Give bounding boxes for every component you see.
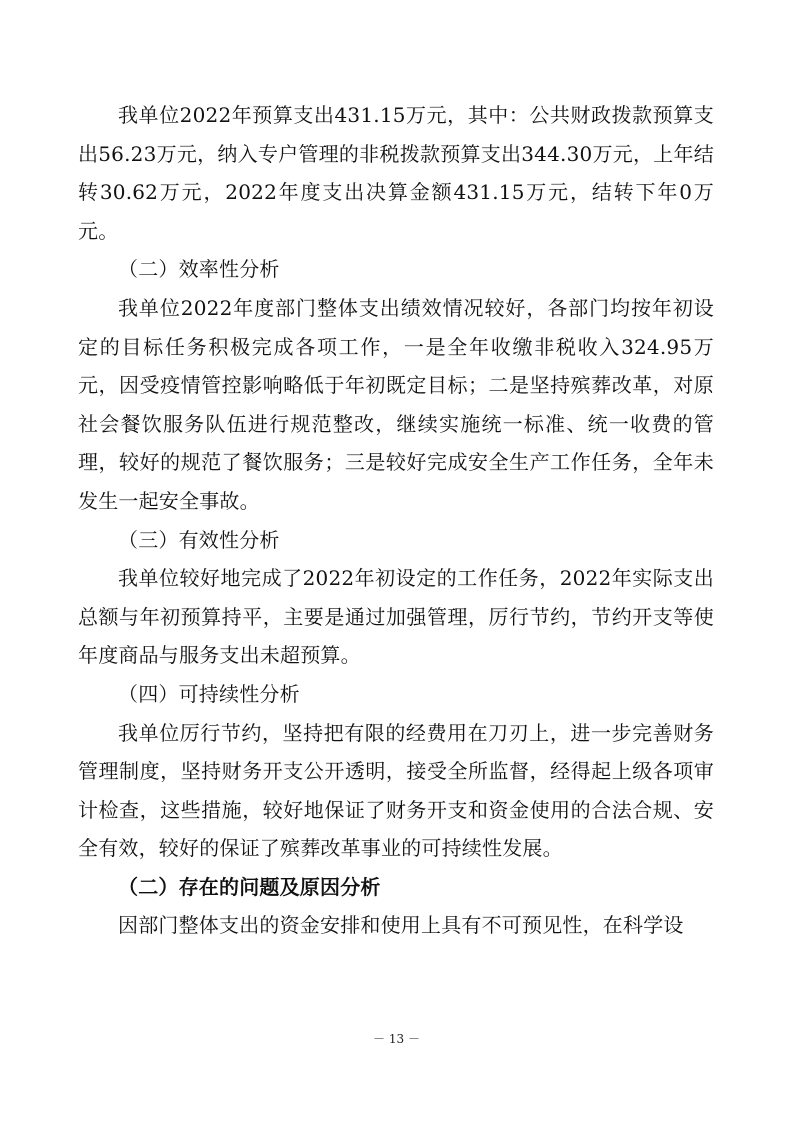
document-body [78, 96, 714, 945]
paragraph-budget-summary: 我单位2022年预算支出431.15万元，其中：公共财政拨款预算支出56.23万元，纳入专户管理的非税拨款预算支出344.30万元，上年结转30.62万元，2022年度支出决算金额431.15万元，结转下年0万元。 [78, 103, 714, 243]
heading-problems-and-causes: （二）存在的问题及原因分析 [118, 874, 381, 899]
paragraph-effectiveness: 我单位较好地完成了2022年初设定的工作任务，2022年实际支出总额与年初预算持平，主要是通过加强管理，厉行节约，节约开支等使年度商品与服务支出未超预算。 [78, 566, 714, 668]
page-number: － 13 － [373, 1032, 420, 1046]
heading-sustainability-analysis: （四）可持续性分析 [118, 681, 300, 706]
heading-efficiency-analysis: （二）效率性分析 [118, 257, 280, 282]
paragraph-problems: 因部门整体支出的资金安排和使用上具有不可预见性，在科学设 [118, 913, 684, 938]
paragraph-sustainability: 我单位厉行节约，坚持把有限的经费用在刀刃上，进一步完善财务管理制度，坚持财务开支公开透明，接受全所监督，经得起上级各项审计检查，这些措施，较好地保证了财务开支和资金使用的合法合规、安全有效，较好的保证了殡葬改革事业的可持续性发展。 [78, 720, 714, 861]
heading-effectiveness-analysis: （三）有效性分析 [118, 527, 280, 552]
paragraph-efficiency: 我单位2022年度部门整体支出绩效情况较好，各部门均按年初设定的目标任务积极完成各项工作，一是全年收缴非税收入324.95万元，因受疫情管控影响略低于年初既定目标；二是坚持殡葬改革，对原社会餐饮服务队伍进行规范整改，继续实施统一标准、统一收费的管理，较好的规范了餐饮服务；三是较好完成安全生产工作任务，全年未发生一起安全事故。 [78, 295, 714, 513]
